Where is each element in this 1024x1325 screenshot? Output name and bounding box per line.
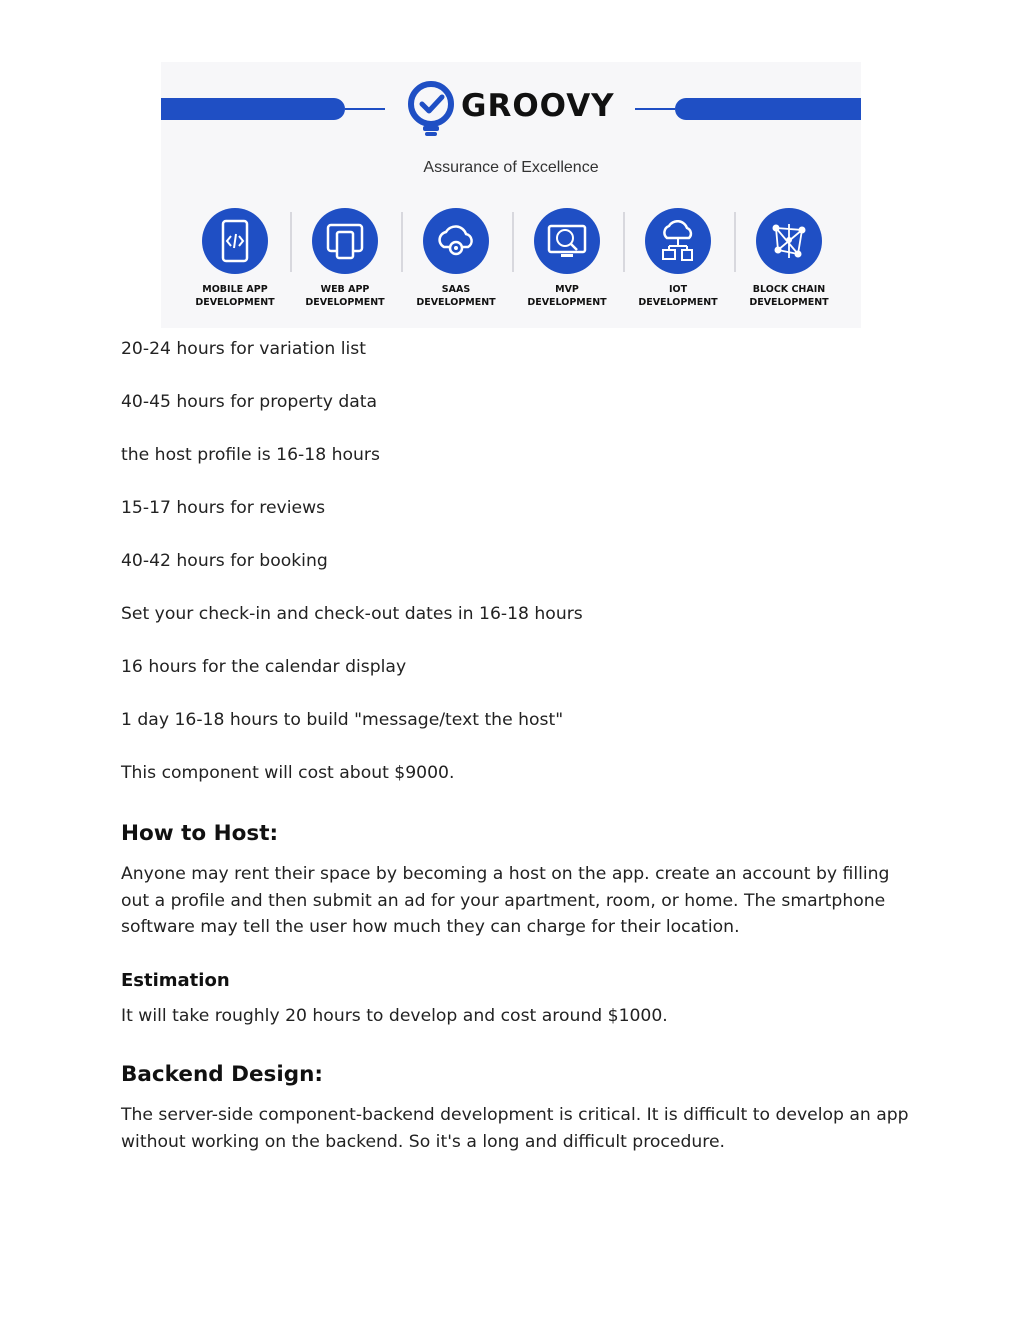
mobile-code-icon bbox=[202, 208, 268, 274]
iot-cloud-devices-icon bbox=[645, 208, 711, 274]
service-label: BLOCK CHAIN DEVELOPMENT bbox=[749, 284, 829, 308]
estimate-line: 15-17 hours for reviews bbox=[121, 498, 326, 518]
groovy-banner bbox=[161, 62, 861, 328]
banner-left-bar bbox=[161, 98, 345, 120]
blockchain-network-icon bbox=[756, 208, 822, 274]
how-to-host-body: Anyone may rent their space by becoming a host on the app. create an account by filling out a profile and then submit an ad for your apartment, room, or home. The smartphone software may tell the user how much they can charge for their location. bbox=[121, 864, 890, 937]
estimate-line: the host profile is 16-18 hours bbox=[121, 445, 380, 465]
estimate-line: Set your check-in and check-out dates in 16-18 hours bbox=[121, 604, 583, 624]
service-label: MOBILE APP DEVELOPMENT bbox=[195, 284, 275, 308]
banner-left-line bbox=[345, 108, 385, 110]
service-divider bbox=[734, 212, 736, 272]
estimate-total: This component will cost about $9000. bbox=[121, 763, 455, 783]
estimate-line: 1 day 16-18 hours to build "message/text the host" bbox=[121, 710, 564, 730]
banner-right-bar bbox=[675, 98, 861, 120]
estimate-line: 16 hours for the calendar display bbox=[121, 657, 407, 677]
service-label: IOT DEVELOPMENT bbox=[638, 284, 718, 308]
banner-tagline: Assurance of Excellence bbox=[423, 159, 599, 176]
estimate-line: 40-45 hours for property data bbox=[121, 392, 378, 412]
service-iot bbox=[628, 208, 728, 309]
backend-design-body: The server-side component-backend development is critical. It is difficult to develop an app without working on the backend. So it's a long and difficult procedure. bbox=[121, 1105, 909, 1152]
service-divider bbox=[512, 212, 514, 272]
service-divider bbox=[290, 212, 292, 272]
service-label: MVP DEVELOPMENT bbox=[527, 284, 607, 308]
estimate-line: 40-42 hours for booking bbox=[121, 551, 328, 571]
mvp-monitor-icon bbox=[534, 208, 600, 274]
web-app-icon bbox=[312, 208, 378, 274]
how-to-host-heading: How to Host: bbox=[121, 821, 279, 846]
service-saas bbox=[406, 208, 506, 309]
service-label: WEB APP DEVELOPMENT bbox=[305, 284, 385, 308]
estimation-heading: Estimation bbox=[121, 970, 230, 991]
service-divider bbox=[401, 212, 403, 272]
backend-design-heading: Backend Design: bbox=[121, 1062, 324, 1087]
banner-right-line bbox=[635, 108, 675, 110]
estimation-body: It will take roughly 20 hours to develop and cost around $1000. bbox=[121, 1006, 668, 1026]
service-blockchain bbox=[739, 208, 839, 309]
service-mobile-app bbox=[185, 208, 285, 309]
service-mvp bbox=[517, 208, 617, 309]
cloud-gear-icon bbox=[423, 208, 489, 274]
service-divider bbox=[623, 212, 625, 272]
service-web-app bbox=[295, 208, 395, 309]
brand-name: GROOVY bbox=[461, 88, 615, 124]
service-label: SAAS DEVELOPMENT bbox=[416, 284, 496, 308]
estimate-line: 20-24 hours for variation list bbox=[121, 339, 366, 359]
